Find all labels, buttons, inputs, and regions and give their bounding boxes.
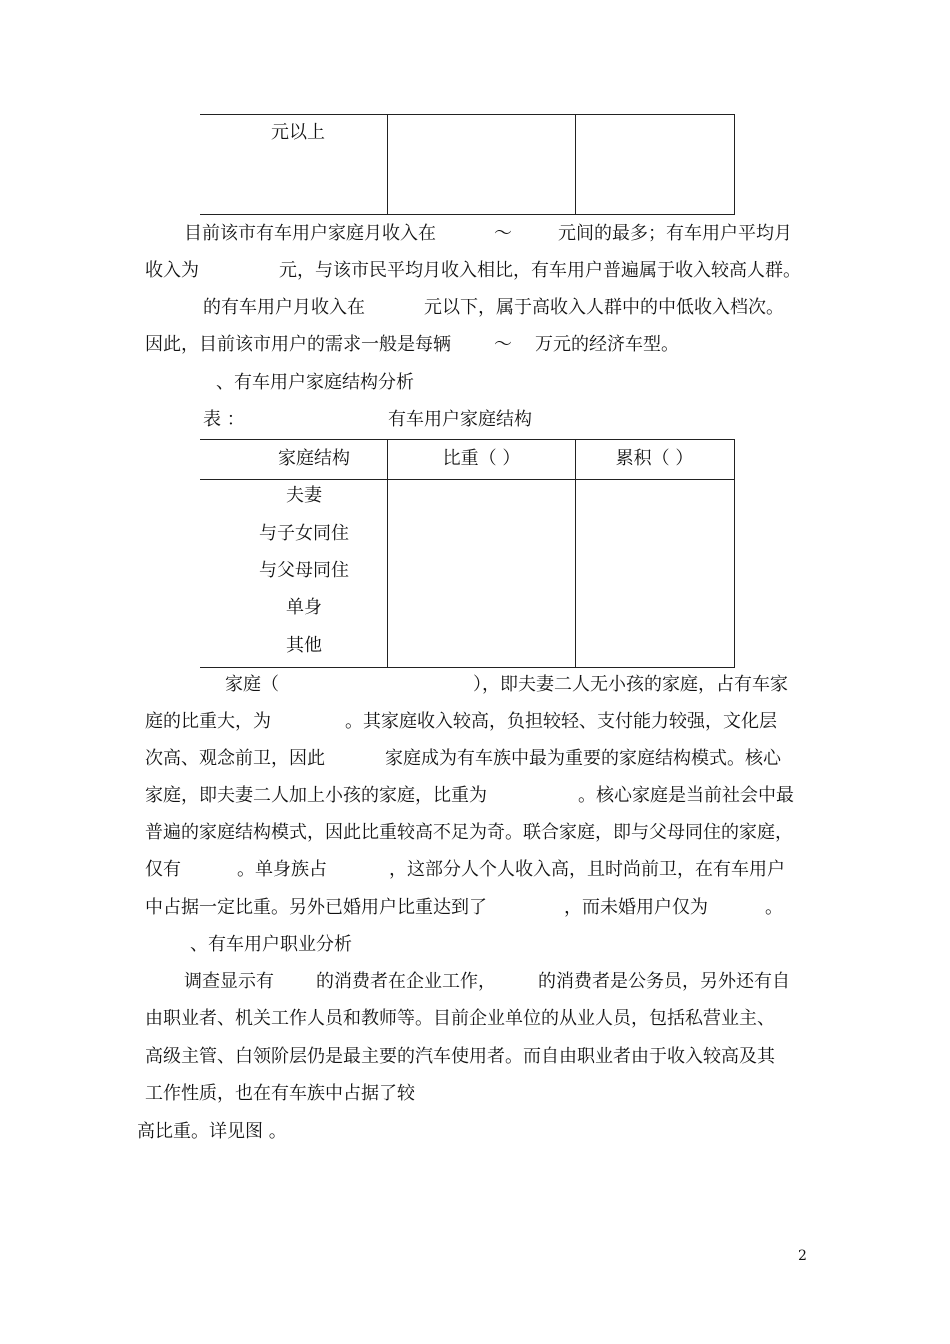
top-table-divider-1 xyxy=(387,114,388,215)
paragraph-text: 家庭（ xyxy=(225,674,279,695)
paragraph-text: 由职业者、机关工作人员和教师等。目前企业单位的从业人员，包括私营业主、 xyxy=(145,1008,775,1029)
table-row-label: 单身 xyxy=(286,597,322,618)
paragraph-text: 工作性质，也在有车族中占据了较 xyxy=(145,1083,415,1104)
paragraph-text: 次高、观念前卫，因此 xyxy=(145,748,325,769)
paragraph-text: ，这部分人个人收入高，且时尚前卫，在有车用户 xyxy=(389,859,785,880)
paragraph-text: ），即夫妻二人无小孩的家庭，占有车家 xyxy=(473,674,788,695)
paragraph-text: 收入为 xyxy=(145,260,199,281)
paragraph-text: 。单身族占 xyxy=(237,859,327,880)
top-table-row-label: 元以上 xyxy=(271,122,325,143)
paragraph-text: 元间的最多；有车用户平均月 xyxy=(558,223,792,244)
top-table-divider-2 xyxy=(575,114,576,215)
paragraph-text: 的有车用户月收入在 xyxy=(203,297,365,318)
table-top-border xyxy=(200,439,735,440)
paragraph-text: 普遍的家庭结构模式，因此比重较高不足为奇。联合家庭，即与父母同住的家庭， xyxy=(145,822,793,843)
table-divider-2 xyxy=(575,439,576,668)
paragraph-text: 。其家庭收入较高，负担较轻、支付能力较强，文化层 xyxy=(345,711,777,732)
top-table-bottom-border xyxy=(200,214,735,215)
table-bottom-border xyxy=(200,667,735,668)
table-row-label: 与子女同住 xyxy=(259,523,349,544)
paragraph-text: 高级主管、白领阶层仍是最主要的汽车使用者。而自由职业者由于收入较高及其 xyxy=(145,1046,775,1067)
paragraph-text: 中占据一定比重。另外已婚用户比重达到了 xyxy=(145,897,487,918)
table-header-cell: 累积（ ） xyxy=(615,448,694,469)
paragraph-text: 高比重。详见图 。 xyxy=(137,1121,287,1142)
paragraph-text: 家庭成为有车族中最为重要的家庭结构模式。核心 xyxy=(385,748,781,769)
paragraph-text: 家庭，即夫妻二人加上小孩的家庭，比重为 xyxy=(145,785,487,806)
paragraph-text: ～ xyxy=(494,223,512,244)
page-number: 2 xyxy=(798,1248,807,1264)
paragraph-text: 的消费者是公务员，另外还有自 xyxy=(538,971,790,992)
paragraph-text: 目前该市有车用户家庭月收入在 xyxy=(184,223,436,244)
table-row-label: 与父母同住 xyxy=(259,560,349,581)
table-row-label: 其他 xyxy=(286,635,322,656)
table-header-border xyxy=(200,479,735,480)
paragraph-text: 调查显示有 xyxy=(184,971,274,992)
paragraph-text: 。核心家庭是当前社会中最 xyxy=(578,785,794,806)
paragraph-text: 元以下，属于高收入人群中的中低收入档次。 xyxy=(424,297,784,318)
table-row-label: 夫妻 xyxy=(286,485,322,506)
paragraph-text: 仅有 xyxy=(145,859,181,880)
table-divider-1 xyxy=(387,439,388,668)
table-caption-title: 有车用户家庭结构 xyxy=(388,409,532,430)
table-right-border xyxy=(734,439,735,668)
paragraph-text: 。 xyxy=(765,897,783,918)
paragraph-text: 万元的经济车型。 xyxy=(535,334,679,355)
section-heading-job: 、有车用户职业分析 xyxy=(190,934,352,955)
paragraph-text: 庭的比重大，为 xyxy=(145,711,271,732)
paragraph-text: 元，与该市民平均月收入相比，有车用户普遍属于收入较高人群。 xyxy=(279,260,801,281)
section-heading-family: 、有车用户家庭结构分析 xyxy=(216,372,414,393)
paragraph-text: 的消费者在企业工作， xyxy=(316,971,496,992)
table-caption-label: 表 ： xyxy=(203,409,245,430)
paragraph-text: ，而未婚用户仅为 xyxy=(564,897,708,918)
top-table-top-border xyxy=(200,114,735,115)
top-table-right-border xyxy=(734,114,735,215)
paragraph-text: ～ xyxy=(494,334,512,355)
table-header-cell: 家庭结构 xyxy=(278,448,350,469)
paragraph-text: 因此，目前该市用户的需求一般是每辆 xyxy=(145,334,451,355)
table-header-cell: 比重（ ） xyxy=(442,448,521,469)
